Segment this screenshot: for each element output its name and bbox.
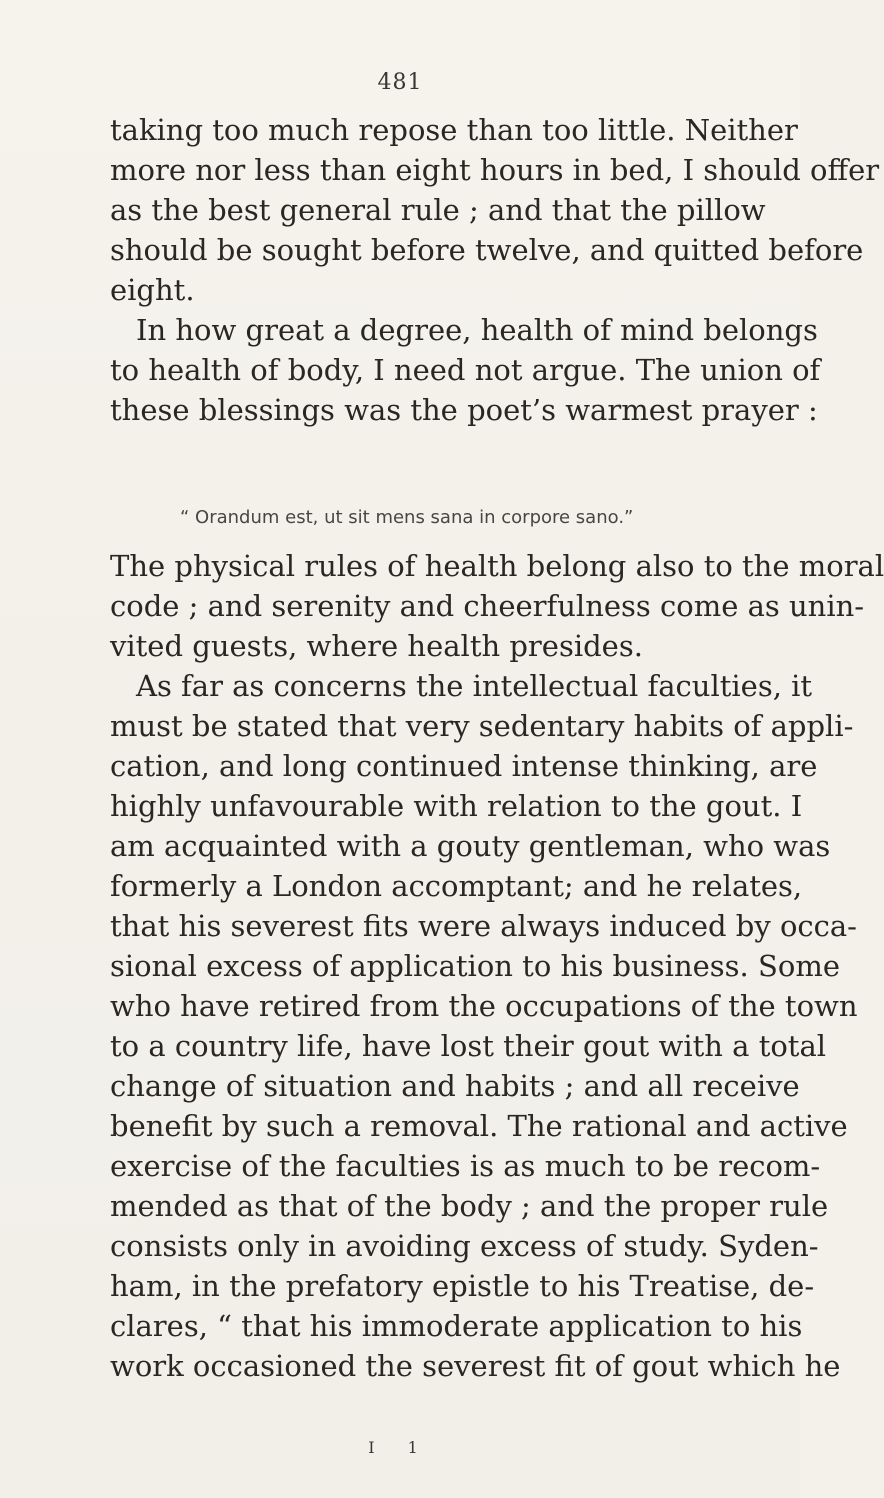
text-line: As far as concerns the intellectual faculties, it xyxy=(136,669,813,703)
text-line: who have retired from the occupations of the town xyxy=(110,989,858,1023)
text-line: that his severest fits were always induced by occa- xyxy=(110,909,857,943)
paragraph-block-2 xyxy=(110,546,884,1386)
latin-quotation: “ Orandum est, ut sit mens sana in corpore sano.” xyxy=(180,507,634,528)
text-line: clares, “ that his immoderate application to his xyxy=(110,1309,803,1343)
text-line: mended as that of the body ; and the proper rule xyxy=(110,1189,829,1223)
text-line: cation, and long continued intense thinking, are xyxy=(110,749,818,783)
text-line: ham, in the prefatory epistle to his Treatise, de- xyxy=(110,1269,815,1303)
text-line: should be sought before twelve, and quitted before xyxy=(110,233,864,267)
text-line: to a country life, have lost their gout with a total xyxy=(110,1029,827,1063)
text-line: consists only in avoiding excess of study. Syden- xyxy=(110,1229,819,1263)
text-line: benefit by such a removal. The rational and active xyxy=(110,1109,848,1143)
page-number: 481 xyxy=(377,70,423,95)
printer-signature-mark: I 1 xyxy=(368,1438,432,1457)
text-line: more nor less than eight hours in bed, I should offer xyxy=(110,153,880,187)
text-line: In how great a degree, health of mind belongs xyxy=(136,313,818,347)
text-line: to health of body, I need not argue. The union of xyxy=(110,353,821,387)
text-line: work occasioned the severest fit of gout which he xyxy=(110,1349,841,1383)
text-line: must be stated that very sedentary habits of appli- xyxy=(110,709,854,743)
text-line: am acquainted with a gouty gentleman, who was xyxy=(110,829,831,863)
text-line: change of situation and habits ; and all receive xyxy=(110,1069,800,1103)
text-line: as the best general rule ; and that the pillow xyxy=(110,193,766,227)
text-line: exercise of the faculties is as much to be recom- xyxy=(110,1149,821,1183)
text-line: code ; and serenity and cheerfulness come as unin- xyxy=(110,589,865,623)
text-line: vited guests, where health presides. xyxy=(110,629,643,663)
text-line: formerly a London accomptant; and he relates, xyxy=(110,869,803,903)
text-line: taking too much repose than too little. Neither xyxy=(110,113,798,147)
text-line: these blessings was the poet’s warmest prayer : xyxy=(110,393,818,427)
text-line: eight. xyxy=(110,273,195,307)
text-line: The physical rules of health belong also to the moral xyxy=(110,549,884,583)
text-line: sional excess of application to his business. Some xyxy=(110,949,840,983)
text-line: highly unfavourable with relation to the gout. I xyxy=(110,789,803,823)
paragraph-block-1 xyxy=(110,110,880,430)
